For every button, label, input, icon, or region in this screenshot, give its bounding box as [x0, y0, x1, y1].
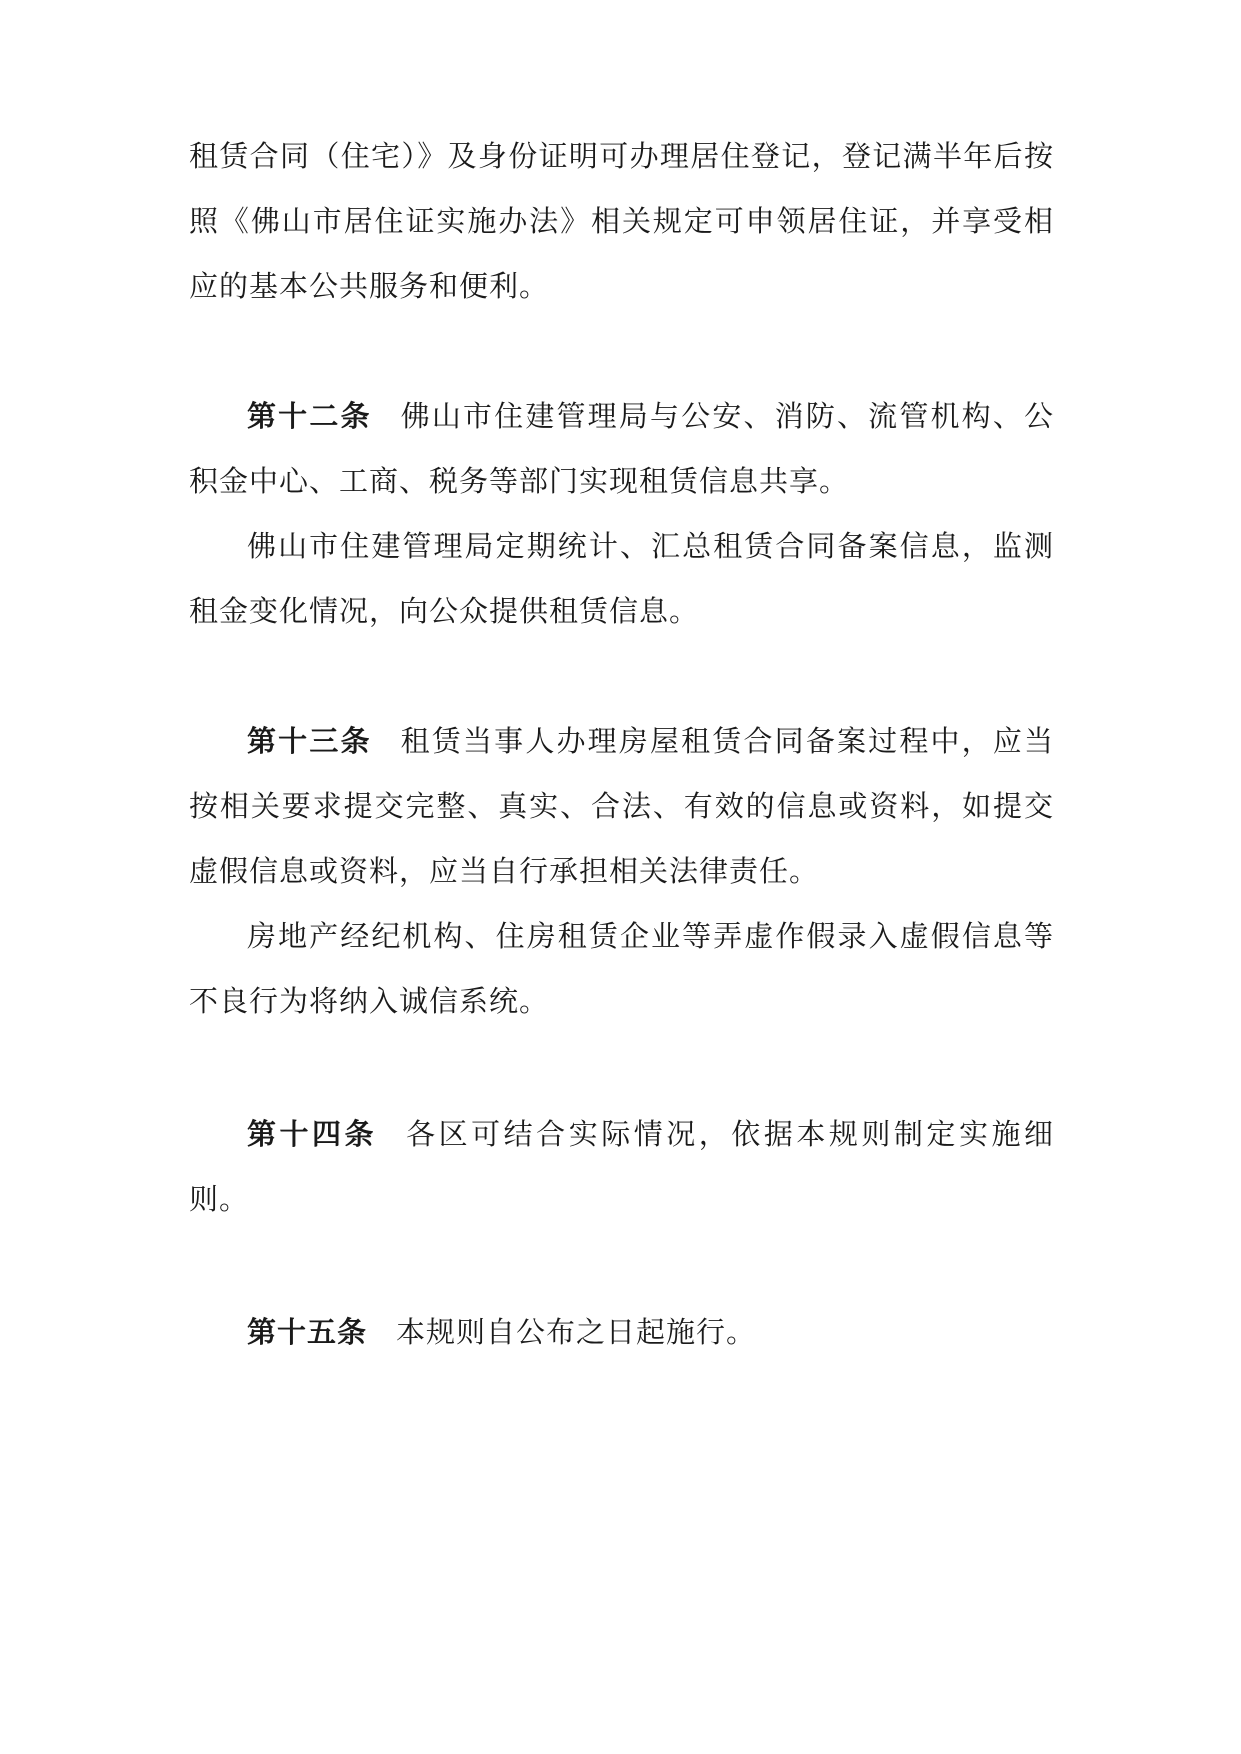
article-13-paragraph-1	[189, 709, 1054, 904]
spacer	[189, 1034, 1054, 1102]
article-14	[189, 1102, 1054, 1232]
article-13-text-1: 租赁当事人办理房屋租赁合同备案过程中，应当按相关要求提交完整、真实、合法、有效的信息或资料，如提交虚假信息或资料，应当自行承担相关法律责任。	[189, 724, 1054, 888]
article-14-paragraph-1	[189, 1102, 1054, 1232]
article-13-title: 第十三条	[247, 724, 372, 758]
article-12-title: 第十二条	[247, 399, 372, 433]
spacer	[189, 1232, 1054, 1300]
spacer	[189, 644, 1054, 709]
article-15-text-1: 本规则自公布之日起施行。	[396, 1315, 757, 1349]
article-13	[189, 709, 1054, 1034]
article-15-paragraph-1	[189, 1300, 1054, 1365]
article-15-title: 第十五条	[247, 1315, 368, 1349]
article-13-paragraph-2: 房地产经纪机构、住房租赁企业等弄虚作假录入虚假信息等不良行为将纳入诚信系统。	[189, 919, 1054, 1018]
article-15	[189, 1300, 1054, 1365]
article-12	[189, 384, 1054, 644]
article-14-text-1: 各区可结合实际情况，依据本规则制定实施细则。	[189, 1117, 1054, 1216]
document-page	[189, 124, 1054, 1365]
article-12-paragraph-2: 佛山市住建管理局定期统计、汇总租赁合同备案信息，监测租金变化情况，向公众提供租赁信息。	[189, 529, 1054, 628]
spacer	[189, 319, 1054, 384]
article-12-text-1: 佛山市住建管理局与公安、消防、流管机构、公积金中心、工商、税务等部门实现租赁信息共享。	[189, 399, 1054, 498]
continuation-paragraph: 租赁合同（住宅）》及身份证明可办理居住登记，登记满半年后按照《佛山市居住证实施办法》相关规定可申领居住证，并享受相应的基本公共服务和便利。	[189, 139, 1054, 303]
article-14-title: 第十四条	[247, 1117, 378, 1151]
article-12-paragraph-1	[189, 384, 1054, 514]
